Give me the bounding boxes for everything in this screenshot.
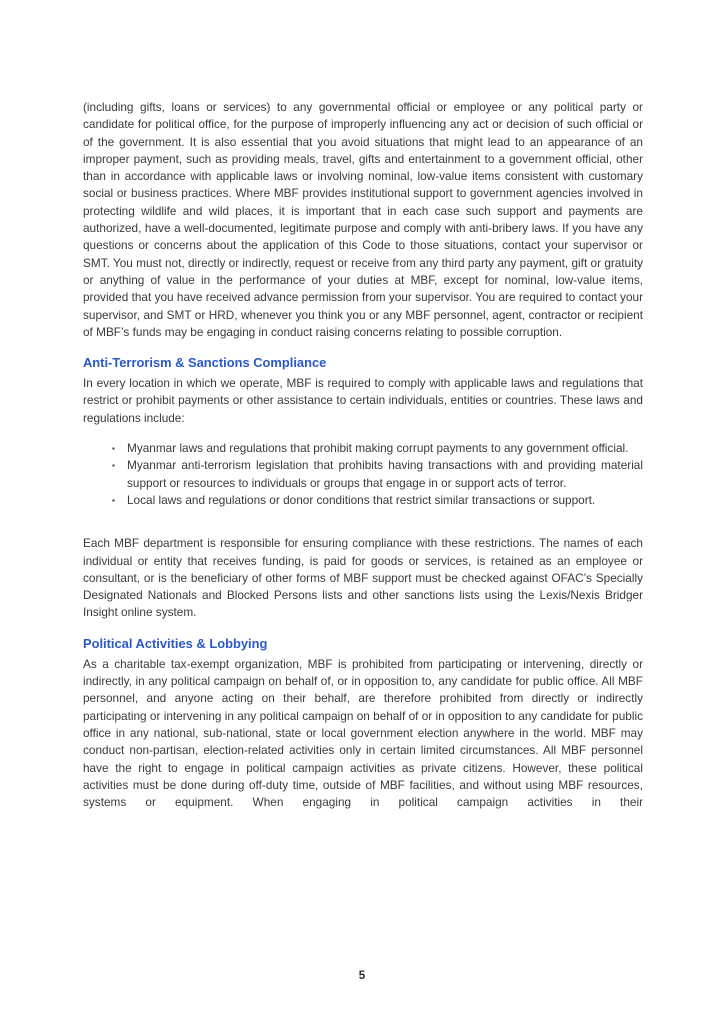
bullet-square-icon: ▪ bbox=[112, 495, 115, 505]
heading-political-activities-lobbying: Political Activities & Lobbying bbox=[83, 635, 268, 651]
bullet-text: Local laws and regulations or donor conditions that restrict similar transactions or support. bbox=[127, 492, 596, 507]
paragraph-ofac-screening: Each MBF department is responsible for ensuring compliance with these restrictions. The names of each individual or entity that receives funding, is paid for goods or services, is retained as an employee or consultant, or is the beneficiary of other forms of MBF support must be checked against OFAC’s Specially Designated Nationals and Blocked Persons lists and other sanctions lists using the Lexis/Nexis Bridger Insight online system. bbox=[83, 536, 643, 620]
page-footer bbox=[0, 966, 724, 984]
sanctions-bullet-list bbox=[83, 440, 643, 509]
heading-anti-terrorism-sanctions-compliance: Anti-Terrorism & Sanctions Compliance bbox=[83, 355, 327, 371]
list-item bbox=[83, 457, 643, 492]
bullet-square-icon: ▪ bbox=[112, 444, 115, 454]
page-content bbox=[83, 99, 643, 824]
bullet-text: Myanmar anti-terrorism legislation that prohibits having transactions with and providing material support or resources to individuals or groups that engage in or support acts of terror. bbox=[127, 458, 643, 490]
bullet-text: Myanmar laws and regulations that prohibit making corrupt payments to any government official. bbox=[127, 441, 629, 456]
page-number: 5 bbox=[358, 970, 366, 982]
list-item bbox=[83, 492, 643, 509]
paragraph-anti-bribery: (including gifts, loans or services) to any governmental official or employee or any political party or candidate for political office, for the purpose of improperly influencing any act or decision of such official or of the government. It is also essential that you avoid situations that might lead to an appearance of an improper payment, such as providing meals, travel, gifts and entertainment to a government official, other than in accordance with applicable laws or involving nominal, low-value items consistent with customary social or business practices. Where MBF provides institutional support to government agencies involved in protecting wildlife and wild places, it is important that in each case such support and payments are authorized, have a well-documented, legitimate purpose and comply with anti-bribery laws. If you have any questions or concerns about the application of this Code to those situations, contact your supervisor or SMT. You must not, directly or indirectly, request or receive from any third party any payment, gift or gratuity or anything of value in the performance of your duties at MBF, except for nominal, low-value items, provided that you have received advance permission from your supervisor. You are required to contact your supervisor, and SMT or HRD, whenever you think you or any MBF personnel, agent, contractor or recipient of MBF’s funds may be engaging in conduct raising concerns relating to possible corruption. bbox=[83, 100, 643, 339]
paragraph-political-activities: As a charitable tax-exempt organization, MBF is prohibited from participating or intervening, directly or indirectly, in any political campaign on behalf of, or in opposition to, any candidate for public office. All MBF personnel, and anyone acting on their behalf, are therefore prohibited from directly or indirectly participating or intervening in any political campaign on behalf of or in opposition to any candidate for public office in any national, sub-national, state or local government election anywhere in the world. MBF may conduct non-partisan, election-related activities only in certain limited circumstances. All MBF personnel have the right to engage in political campaign activities as private citizens. However, these political activities must be done during off-duty time, outside of MBF facilities, and without using MBF resources, systems or equipment. When engaging in political campaign activities in their bbox=[83, 656, 643, 810]
bullet-square-icon: ▪ bbox=[112, 461, 115, 471]
paragraph-sanctions-intro: In every location in which we operate, MBF is required to comply with applicable laws and regulations that restrict or prohibit payments or other assistance to certain individuals, entities or countries. These laws and regulations include: bbox=[83, 376, 643, 425]
list-item bbox=[83, 440, 643, 457]
